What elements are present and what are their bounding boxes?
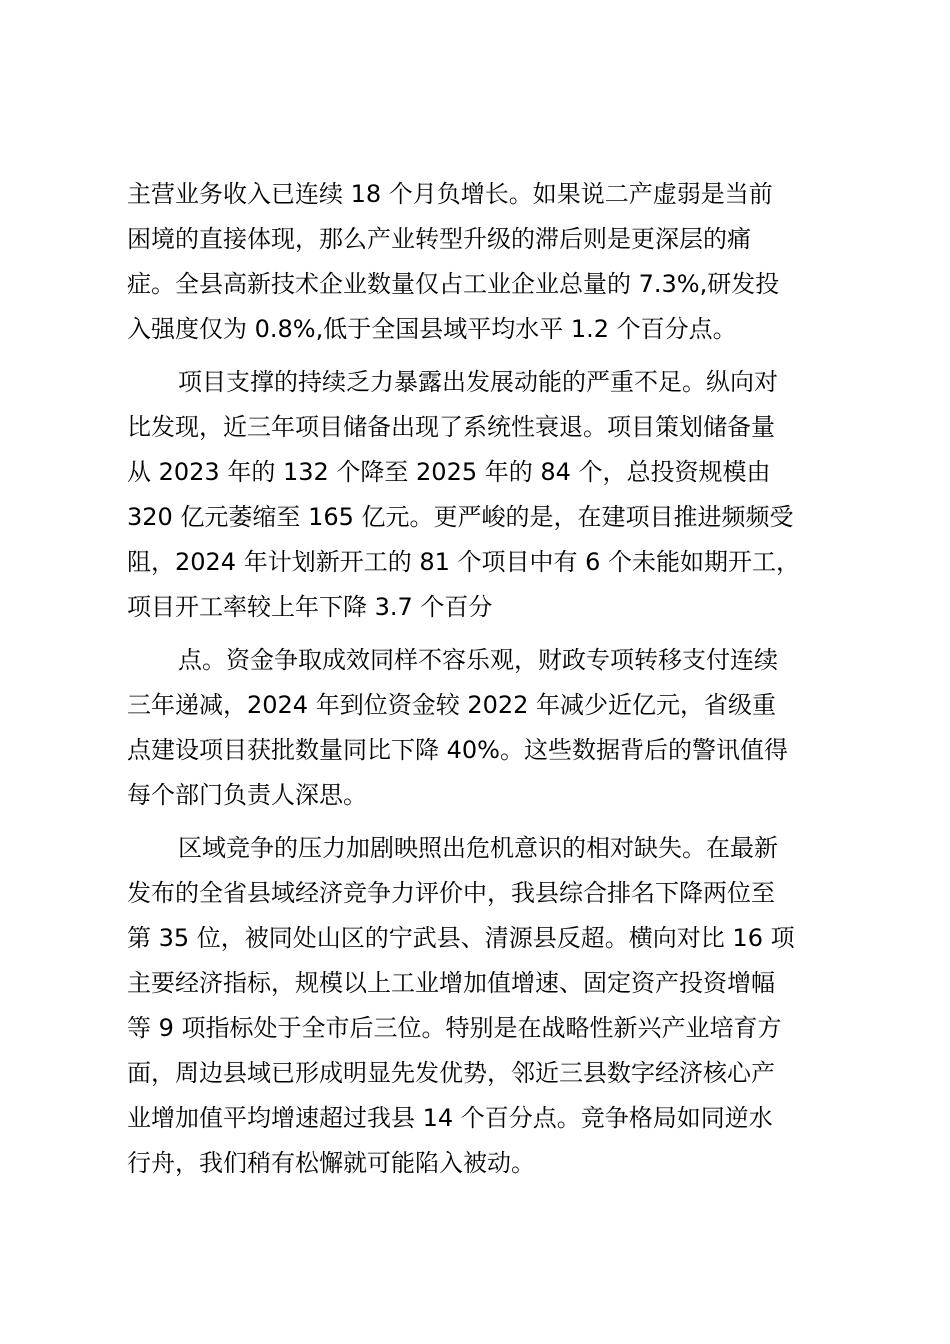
paragraph-1 xyxy=(127,172,837,352)
text-line: 等 9 项指标处于全市后三位。特别是在战略性新兴产业培育方 xyxy=(127,1014,782,1042)
text-line: 发布的全省县域经济竞争力评价中，我县综合排名下降两位至 xyxy=(127,879,775,907)
paragraph-4 xyxy=(127,826,837,1186)
text-line: 业增加值平均增速超过我县 14 个百分点。竞争格局如同逆水 xyxy=(127,1104,773,1132)
text-line: 320 亿元萎缩至 165 亿元。更严峻的是，在建项目推进频频受 xyxy=(127,503,794,531)
text-line: 主营业务收入已连续 18 个月负增长。如果说二产虚弱是当前 xyxy=(127,180,773,208)
text-line: 入强度仅为 0.8%,低于全国县域平均水平 1.2 个百分点。 xyxy=(127,315,737,343)
text-line: 从 2023 年的 132 个降至 2025 年的 84 个，总投资规模由 xyxy=(127,458,771,486)
text-line: 项目支撑的持续乏力暴露出发展动能的严重不足。纵向对 xyxy=(178,368,778,396)
text-line: 比发现，近三年项目储备出现了系统性衰退。项目策划储备量 xyxy=(127,413,775,441)
text-line: 困境的直接体现，那么产业转型升级的滞后则是更深层的痛 xyxy=(127,225,751,253)
text-line: 阻，2024 年计划新开工的 81 个项目中有 6 个未能如期开工， xyxy=(127,548,801,576)
text-line: 主要经济指标，规模以上工业增加值增速、固定资产投资增幅 xyxy=(127,969,775,997)
text-line: 项目开工率较上年下降 3.7 个百分 xyxy=(127,593,493,621)
text-line: 行舟，我们稍有松懈就可能陷入被动。 xyxy=(127,1149,535,1177)
text-line: 每个部门负责人深思。 xyxy=(127,781,367,809)
text-line: 三年递减，2024 年到位资金较 2022 年减少近亿元，省级重 xyxy=(127,691,777,719)
paragraph-3 xyxy=(127,638,837,818)
text-line: 症。全县高新技术企业数量仅占工业企业总量的 7.3%,研发投 xyxy=(127,270,780,298)
text-line: 第 35 位，被同处山区的宁武县、清源县反超。横向对比 16 项 xyxy=(127,924,795,952)
text-line: 面，周边县域已形成明显先发优势，邻近三县数字经济核心产 xyxy=(127,1059,775,1087)
text-line: 点建设项目获批数量同比下降 40%。这些数据背后的警讯值得 xyxy=(127,736,788,764)
paragraph-2 xyxy=(127,360,837,630)
text-line: 区域竞争的压力加剧映照出危机意识的相对缺失。在最新 xyxy=(178,834,778,862)
text-line: 点。资金争取成效同样不容乐观，财政专项转移支付连续 xyxy=(178,646,778,674)
body-text xyxy=(127,172,837,1186)
